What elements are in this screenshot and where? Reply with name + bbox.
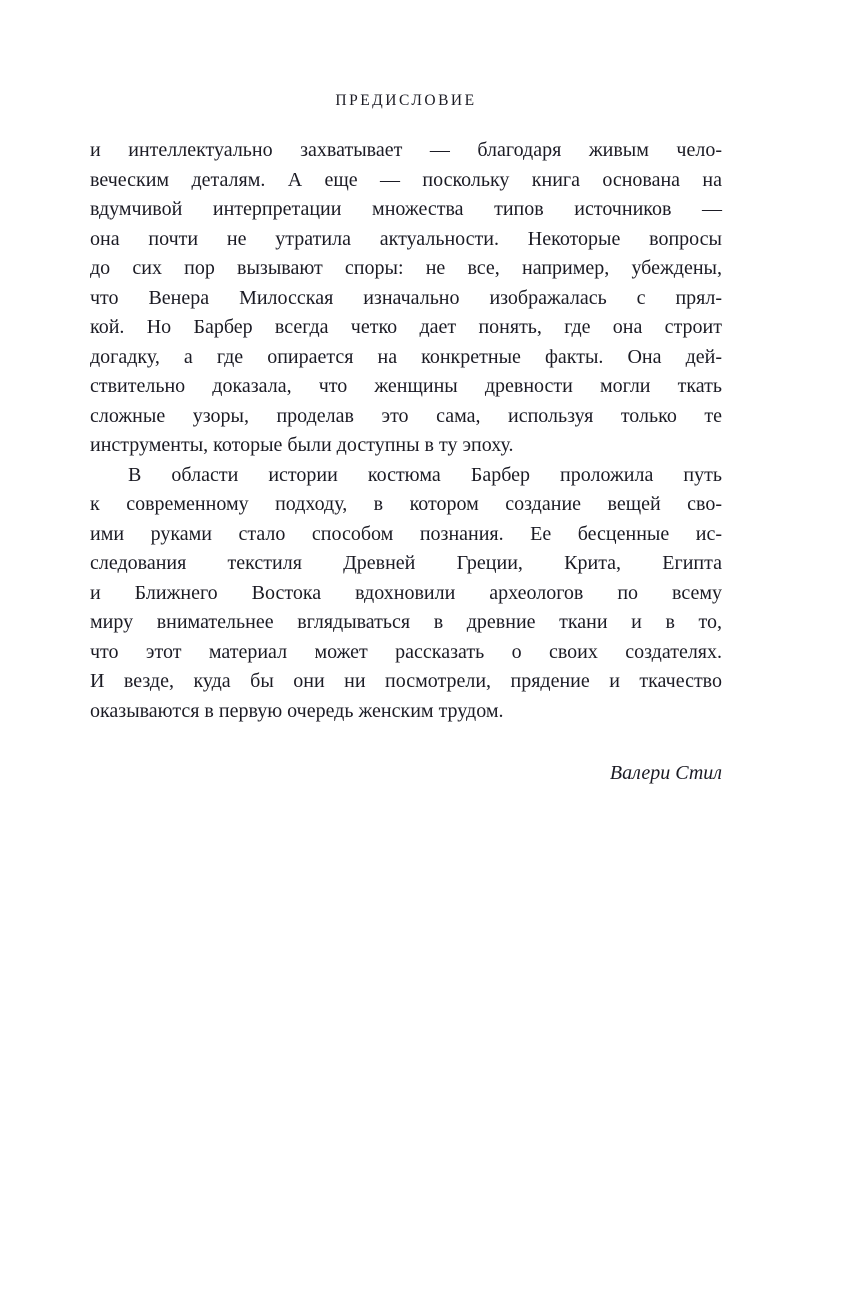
paragraph <box>90 461 722 727</box>
text-line: ствительно доказала, что женщины древности могли ткать <box>90 375 722 397</box>
text-line: и интеллектуально захватывает — благодаря живым чело- <box>90 139 722 161</box>
text-line: догадку, а где опирается на конкретные факты. Она дей- <box>90 345 722 368</box>
text-line: оказываются в первую очередь женским трудом. <box>90 699 504 722</box>
text-line: к современному подходу, в котором создание вещей сво- <box>90 493 722 515</box>
text-line: И везде, куда бы они ни посмотрели, прядение и ткачество <box>90 670 722 692</box>
text-line: следования текстиля Древней Греции, Крита, Египта <box>90 552 722 574</box>
text-line: и Ближнего Востока вдохновили археологов по всему <box>90 581 722 604</box>
author-signature: Валери Стил <box>609 762 722 784</box>
text-line: кой. Но Барбер всегда четко дает понять, где она строит <box>90 316 722 338</box>
text-line: что этот материал может рассказать о своих создателях. <box>90 640 722 663</box>
text-line: она почти не утратила актуальности. Некоторые вопросы <box>90 227 722 250</box>
paragraph <box>90 136 722 461</box>
text-line: инструменты, которые были доступны в ту эпоху. <box>90 434 514 456</box>
text-line: В области истории костюма Барбер проложила путь <box>128 463 722 486</box>
text-line: миру внимательнее вглядываться в древние ткани и в то, <box>90 611 722 633</box>
text-line: ими руками стало способом познания. Ее бесценные ис- <box>90 522 722 545</box>
text-line: сложные узоры, проделав это сама, используя только те <box>90 404 722 427</box>
text-line: что Венера Милосская изначально изображалась с прял- <box>90 286 722 309</box>
text-line: вдумчивой интерпретации множества типов источников — <box>90 198 722 220</box>
running-header: ПРЕДИСЛОВИЕ <box>335 92 477 109</box>
text-line: веческим деталям. А еще — поскольку книга основана на <box>90 168 722 191</box>
body-text <box>90 136 722 726</box>
text-line: до сих пор вызывают споры: не все, например, убеждены, <box>90 257 722 279</box>
